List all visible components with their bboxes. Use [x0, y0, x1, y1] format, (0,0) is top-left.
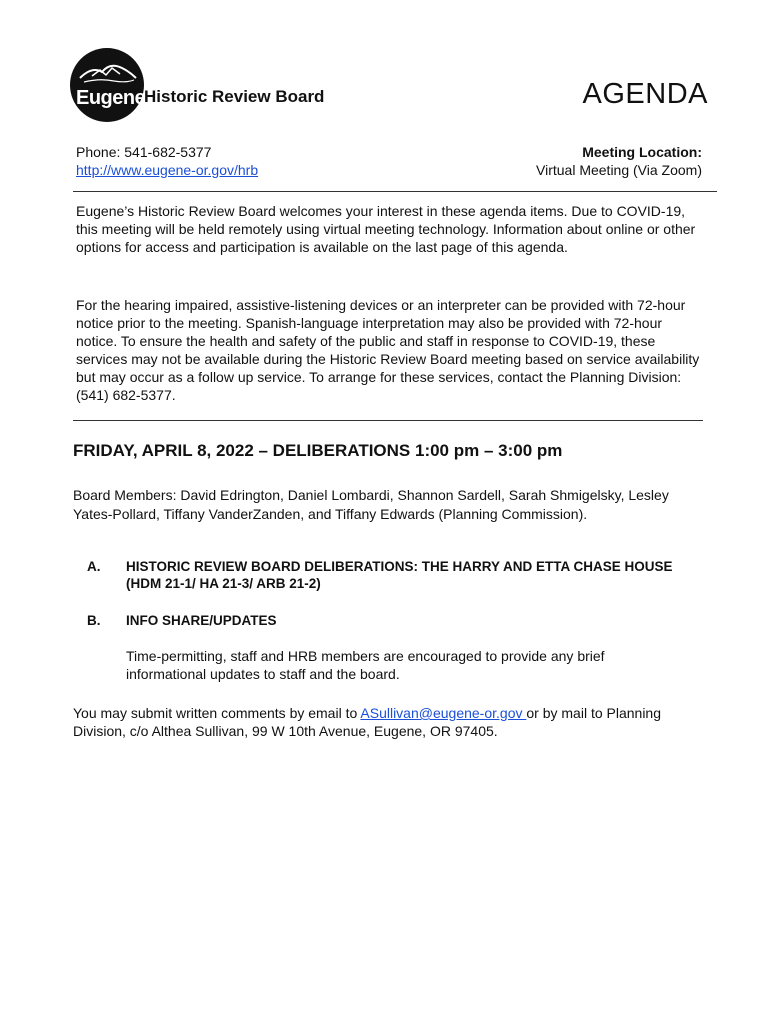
eugene-hrb-logo: [70, 48, 330, 128]
comments-suffix: or by mail to Planning Division, c/o Althea Sullivan, 99 W 10th Avenue, Eugene, OR 97405.: [73, 705, 662, 739]
intro-paragraph: Eugene’s Historic Review Board welcomes your interest in these agenda items. Due to COVID-19, this meeting will be held remotely using virtual meeting technology. Information about online or other options for access and participation is available on the last page of this agenda.: [76, 203, 696, 255]
logo-emblem: [70, 48, 144, 122]
logo-org-name: Eugene: [76, 87, 146, 109]
agenda-item-letter: A.: [87, 559, 101, 574]
meeting-location: [536, 143, 702, 179]
contact-block: [76, 143, 258, 179]
mountain-river-icon: [70, 48, 144, 122]
agenda-item-title: INFO SHARE/UPDATES: [126, 613, 277, 628]
board-members: Board Members: David Edrington, Daniel Lombardi, Shannon Sardell, Sarah Shmigelsky, Lesley Yates-Pollard, Tiffany VanderZanden, and Tiffany Edwards (Planning Commission).: [73, 487, 669, 522]
website-link[interactable]: http://www.eugene-or.gov/hrb: [76, 162, 259, 178]
page-title: AGENDA: [582, 78, 708, 110]
logo-board-name: Historic Review Board: [144, 87, 325, 106]
phone-number: Phone: 541-682-5377: [76, 144, 212, 160]
comments-prefix: You may submit written comments by email to: [73, 705, 361, 721]
location-value: Virtual Meeting (Via Zoom): [536, 162, 702, 178]
agenda-item-description: Time-permitting, staff and HRB members are encouraged to provide any brief informational updates to staff and the board.: [126, 648, 605, 682]
email-link[interactable]: ASullivan@eugene-or.gov: [360, 705, 527, 721]
divider: [73, 420, 703, 421]
accessibility-paragraph: For the hearing impaired, assistive-listening devices or an interpreter can be provided with 72-hour notice prior to the meeting. Spanish-language interpretation may also be provided with 72-hour notice. To ensure the health and safety of the public and staff in response to COVID-19, these services may not be available during the Historic Review Board meeting based on service availability but may occur as a follow up service. To arrange for these services, contact the Planning Division: (541) 682-5377.: [76, 297, 700, 403]
location-label: Meeting Location:: [582, 144, 702, 160]
meeting-heading: FRIDAY, APRIL 8, 2022 – DELIBERATIONS 1:00 pm – 3:00 pm: [73, 441, 563, 460]
comments-note: [73, 704, 693, 740]
divider: [73, 191, 717, 192]
agenda-item-title: HISTORIC REVIEW BOARD DELIBERATIONS: THE HARRY AND ETTA CHASE HOUSE (HDM 21-1/ HA 21-3/ ARB 21-2): [126, 559, 673, 591]
agenda-item-letter: B.: [87, 613, 101, 628]
